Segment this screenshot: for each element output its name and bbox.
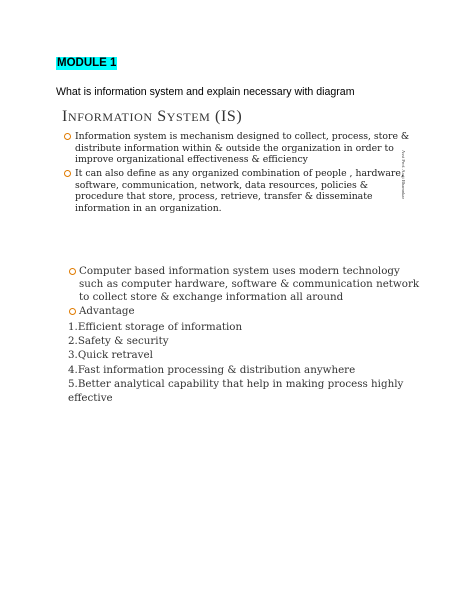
slide-bullet-combination [75, 168, 415, 214]
advantages-list [68, 320, 428, 405]
body-bullet-advantage [79, 305, 135, 318]
bullet-text: Advantage [79, 305, 135, 317]
title-first-cap: I [62, 108, 68, 125]
list-item: 4.Fast information processing & distribution anywhere [68, 363, 356, 376]
list-item: 3.Quick retravel [68, 349, 153, 362]
bullet-circle-icon [69, 268, 76, 275]
title-first-rest: NFORMATION [67, 110, 153, 124]
slide-bullet-definition [75, 131, 415, 166]
bullet-circle-icon [69, 308, 76, 315]
title-second-cap: S [157, 108, 167, 125]
slide-title [62, 108, 242, 126]
bullet-text: Computer based information system uses modern technology such as computer hardware, software & communication network to collect store & exchange information all around [79, 265, 420, 303]
title-second-rest: YSTEM [166, 110, 211, 124]
bullet-text: Information system is mechanism designed to collect, process, store & distribute information within & outside the organization in order to improve organizational effectiveness & efficiency [75, 131, 410, 166]
bullet-circle-icon [64, 133, 71, 140]
body-bullet-cbis [79, 265, 424, 303]
slide-author-note: Asst Prof. Aarti Bhamnkar [401, 150, 406, 199]
question-text: What is information system and explain necessary with diagram [56, 86, 355, 98]
bullet-circle-icon [64, 170, 71, 177]
title-abbrev: (IS) [215, 108, 243, 125]
module-heading: MODULE 1 [57, 57, 117, 69]
list-item: 5.Better analytical capability that help in making process highly effective [68, 377, 404, 405]
bullet-text: It can also define as any organized combination of people , hardware, software, communication, network, data resources, policies & procedure that store, process, retrieve, transfer & disseminate information in an organization. [75, 168, 404, 214]
list-item: 1.Efficient storage of information [68, 321, 243, 333]
list-item: 2.Safety & security [68, 335, 169, 348]
